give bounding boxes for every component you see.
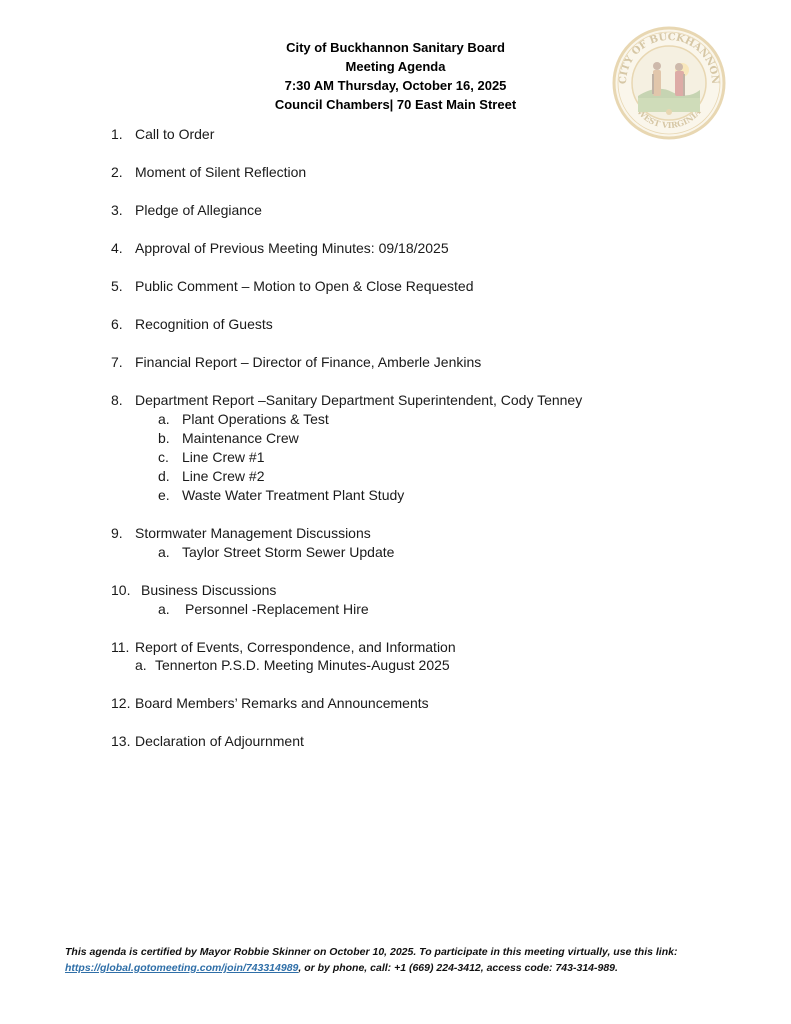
agenda-item-8: 8. Department Report –Sanitary Department Superintendent, Cody Tenney [111,392,583,408]
certification-text: This agenda is certified by Mayor Robbie Skinner on October 10, 2025. To participate in this meeting virtually, use this link: [65,946,678,958]
meeting-datetime: 7:30 AM Thursday, October 16, 2025 [284,78,507,93]
board-title: City of Buckhannon Sanitary Board [286,40,505,55]
agenda-item-8-sub-e: e. Waste Water Treatment Plant Study [158,487,405,503]
meeting-link[interactable]: https://global.gotomeeting.com/join/743314989 [65,962,299,974]
agenda-item-8-sub-a: a. Plant Operations & Test [158,411,329,427]
agenda-item-9-sub-a: a. Taylor Street Storm Sewer Update [158,544,395,560]
agenda-item-10: 10. Business Discussions [111,582,277,598]
agenda-item-12: 12. Board Members’ Remarks and Announcements [111,695,429,711]
agenda-item-7: 7. Financial Report – Director of Finance, Amberle Jenkins [111,354,482,370]
agenda-item-4: 4. Approval of Previous Meeting Minutes: 09/18/2025 [111,240,449,256]
certification-footer [65,944,745,976]
phone-access-text: , or by phone, call: +1 (669) 224-3412, access code: 743-314-989. [298,962,618,974]
agenda-item-1: 1. Call to Order [111,126,215,142]
agenda-item-3: 3. Pledge of Allegiance [111,202,262,218]
agenda-item-9: 9. Stormwater Management Discussions [111,525,371,541]
svg-text:WEST VIRGINIA: WEST VIRGINIA [635,106,703,131]
agenda-item-11-sub-a: a. Tennerton P.S.D. Meeting Minutes-August 2025 [135,657,450,673]
meeting-location: Council Chambers| 70 East Main Street [274,97,517,112]
agenda-item-2: 2. Moment of Silent Reflection [111,164,307,180]
agenda-item-6: 6. Recognition of Guests [111,316,273,332]
agenda-item-10-sub-a: a. Personnel -Replacement Hire [158,601,369,617]
agenda-item-11: 11. Report of Events, Correspondence, and Information [111,639,456,655]
agenda-item-8-sub-d: d. Line Crew #2 [158,468,265,484]
agenda-item-8-sub-b: b. Maintenance Crew [158,430,299,446]
agenda-item-5: 5. Public Comment – Motion to Open & Close Requested [111,278,474,294]
document-title: Meeting Agenda [345,59,446,74]
agenda-item-8-sub-c: c. Line Crew #1 [158,449,265,465]
svg-text:CITY OF BUCKHANNON: CITY OF BUCKHANNON [617,31,721,85]
agenda-item-13: 13. Declaration of Adjournment [111,733,304,749]
